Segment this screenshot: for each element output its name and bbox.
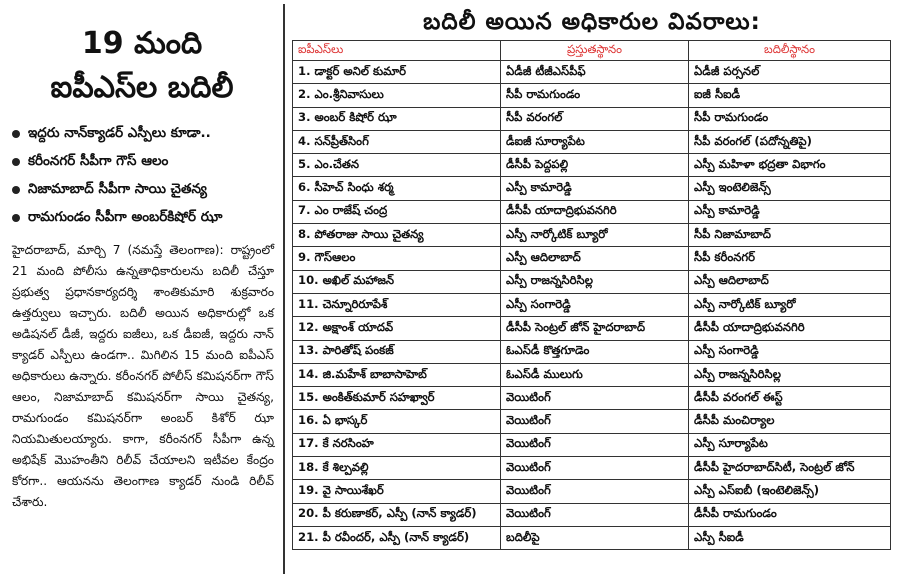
officer-name-cell: 16. ఏ భాస్కర్‌ xyxy=(293,410,501,433)
officer-name-cell: 15. అంకిత్‌కుమార్‌ సహఖ్వార్‌ xyxy=(293,387,501,410)
officer-name-cell: 13. పారితోష్‌ పంకజ్‌ xyxy=(293,340,501,363)
headline-line-2: ఐపీఎస్‌ల బదిలీ xyxy=(50,70,234,105)
officer-name-cell: 2. ఎం.శ్రీనివాసులు xyxy=(293,84,501,107)
article-body: హైదరాబాద్‌, మార్చి 7 (నమస్తే తెలంగాణ): రాష్ట్రంలో 21 మంది పోలీసు ఉన్నతాధికారులను బదిలీ చేస్తూ ప్రభుత్వ ప్రధానకార్యదర్శి శాంతికుమారి శుక్రవారం ఉత్తర్వులు ఇచ్చారు. బదిలీ అయిన అధికారుల్లో ఒక అడిషనల్‌ డీజీ, ఇద్దరు ఐజీలు, ఒక డీఐజీ, ఇద్దరు నాన్‌ క్యాడర్‌ ఎస్పీలు ఉండగా.. మిగిలిన 15 మంది ఐపీఎస్‌ అధికారులు ఉన్నారు. కరీంనగర్‌ పోలీస్‌ కమిషనర్‌గా గౌస్‌ ఆలం, నిజామాబాద్‌ కమిషనర్‌గా సాయి చైతన్య, రామగుండం కమిషనర్‌గా అంబర్‌ కిశోర్‌ ఝా నియమితులయ్యారు. కాగా, కరీంనగర్‌ సీపీగా ఉన్న అభిషేక్‌ మొహంతీని రిలీవ్‌ చేయాలని ఇటీవల కేంద్రం కోరగా.. ఆయనను తెలంగాణ క్యాడర్‌ నుండి రిలీవ్‌ చేశారు. xyxy=(12,243,274,509)
table-row xyxy=(293,363,891,386)
current-post-cell: ఎస్పీ నార్కోటిక్‌ బ్యూరో xyxy=(501,224,689,247)
current-post-cell: ఓఎస్‌డీ కొత్తగూడెం xyxy=(501,340,689,363)
bullet-item xyxy=(6,120,278,148)
current-post-cell: వెయిటింగ్‌ xyxy=(501,433,689,456)
new-post-cell: డీసీపీ యాదాద్రిభువనగిరి xyxy=(689,317,891,340)
bullet-text: ఇద్దరు నాన్‌క్యాడర్‌ ఎస్పీలు కూడా.. xyxy=(28,124,211,141)
table-row xyxy=(293,457,891,480)
current-post-cell: డీఐజీ సూర్యాపేట xyxy=(501,130,689,153)
new-post-cell: ఐజీ సీఐడీ xyxy=(689,84,891,107)
officer-name-cell: 12. అక్షాంశ్‌ యాదవ్‌ xyxy=(293,317,501,340)
current-post-cell: వెయిటింగ్‌ xyxy=(501,457,689,480)
column-divider xyxy=(283,4,285,574)
transfer-table xyxy=(292,40,891,550)
new-post-cell: డీసీపీ వరంగల్‌ ఈస్ట్‌ xyxy=(689,387,891,410)
bullet-list xyxy=(6,120,278,232)
current-post-cell: సీపీ రామగుండం xyxy=(501,84,689,107)
new-post-cell: ఎస్పీ మహిళా భద్రతా విభాగం xyxy=(689,154,891,177)
table-row xyxy=(293,480,891,503)
table-row xyxy=(293,61,891,84)
table-header-row xyxy=(293,41,891,61)
table-row xyxy=(293,433,891,456)
officer-name-cell: 21. పీ రవీందర్‌, ఎస్పీ (నాన్‌ క్యాడర్‌) xyxy=(293,526,501,549)
bullet-text: కరీంనగర్‌ సీపీగా గౌస్‌ ఆలం xyxy=(28,152,169,169)
current-post-cell: వెయిటింగ్‌ xyxy=(501,410,689,433)
headline-line-1: 19 మంది xyxy=(81,26,203,61)
article-left-column xyxy=(6,4,278,572)
bullet-text: నిజామాబాద్‌ సీపీగా సాయి చైతన్య xyxy=(28,180,207,197)
new-post-cell: ఎస్పీ రాజన్నసిరిసిల్ల xyxy=(689,363,891,386)
table-row xyxy=(293,130,891,153)
bullet-item xyxy=(6,176,278,204)
current-post-cell: ఓఎస్‌డీ ములుగు xyxy=(501,363,689,386)
table-body xyxy=(293,61,891,550)
officer-name-cell: 10. అఖిల్‌ మహాజన్‌ xyxy=(293,270,501,293)
bullet-dot-icon xyxy=(12,214,20,222)
new-post-cell: ఎస్పీ కామారెడ్డి xyxy=(689,200,891,223)
officer-name-cell: 14. జి.మహేశ్‌ బాబాసాహెబ్‌ xyxy=(293,363,501,386)
current-post-cell: బదిలీపై xyxy=(501,526,689,549)
new-post-cell: డీసీపీ రామగుండం xyxy=(689,503,891,526)
officer-name-cell: 9. గౌస్‌ఆలం xyxy=(293,247,501,270)
new-post-cell: సీపీ రామగుండం xyxy=(689,107,891,130)
header-current-post: ప్రస్తుతస్థానం xyxy=(501,41,689,61)
current-post-cell: వెయిటింగ్‌ xyxy=(501,387,689,410)
new-post-cell: ఏడీజీ పర్సనల్‌ xyxy=(689,61,891,84)
new-post-cell: సీపీ నిజామాబాద్‌ xyxy=(689,224,891,247)
officer-name-cell: 3. అంబర్‌ కిషోర్‌ ఝా xyxy=(293,107,501,130)
table-row xyxy=(293,340,891,363)
bullet-text: రామగుండం సీపీగా అంబర్‌కిషోర్‌ ఝా xyxy=(28,208,223,225)
officer-name-cell: 18. కే శిల్పవల్లి xyxy=(293,457,501,480)
new-post-cell: ఎస్పీ సూర్యాపేట xyxy=(689,433,891,456)
table-row xyxy=(293,154,891,177)
new-post-cell: ఎస్పీ ఇంటెలిజెన్స్‌ xyxy=(689,177,891,200)
current-post-cell: ఎస్పీ ఆదిలాబాద్‌ xyxy=(501,247,689,270)
header-new-post: బదిలీస్థానం xyxy=(689,41,891,61)
officer-name-cell: 19. వై సాయిశేఖర్‌ xyxy=(293,480,501,503)
current-post-cell: డీసీపీ యాదాద్రిభువనగిరి xyxy=(501,200,689,223)
officer-name-cell: 7. ఎం రాజేష్‌ చంద్ర xyxy=(293,200,501,223)
officer-name-cell: 11. చెన్నూరిరూపేశ్‌ xyxy=(293,293,501,316)
current-post-cell: ఎస్పీ రాజన్నసిరిసిల్ల xyxy=(501,270,689,293)
bullet-dot-icon xyxy=(12,158,20,166)
table-row xyxy=(293,387,891,410)
current-post-cell: వెయిటింగ్‌ xyxy=(501,503,689,526)
new-post-cell: ఎస్పీ ఎస్‌ఐబీ (ఇంటెలిజెన్స్‌) xyxy=(689,480,891,503)
new-post-cell: ఎస్పీ ఆదిలాబాద్‌ xyxy=(689,270,891,293)
headline xyxy=(6,22,278,110)
table-row xyxy=(293,200,891,223)
new-post-cell: ఎస్పీ సంగారెడ్డి xyxy=(689,340,891,363)
header-officer: ఐపీఎస్‌లు xyxy=(293,41,501,61)
bullet-dot-icon xyxy=(12,186,20,194)
officer-name-cell: 17. కే నరసింహ xyxy=(293,433,501,456)
officer-name-cell: 6. సీహెచ్‌ సింధు శర్మ xyxy=(293,177,501,200)
table-row xyxy=(293,84,891,107)
new-post-cell: డీసీపీ మంచిర్యాల xyxy=(689,410,891,433)
table-row xyxy=(293,410,891,433)
new-post-cell: ఎస్పీ నార్కోటిక్‌ బ్యూరో xyxy=(689,293,891,316)
transfer-table-section xyxy=(292,4,892,574)
new-post-cell: సీపీ వరంగల్‌ (పదోన్నతిపై) xyxy=(689,130,891,153)
table-row xyxy=(293,224,891,247)
current-post-cell: సీపీ వరంగల్‌ xyxy=(501,107,689,130)
officer-name-cell: 5. ఎం.చేతన xyxy=(293,154,501,177)
new-post-cell: డీసీపీ హైదరాబాద్‌సిటీ, సెంట్రల్‌ జోన్‌ xyxy=(689,457,891,480)
table-row xyxy=(293,247,891,270)
bullet-dot-icon xyxy=(12,130,20,138)
table-row xyxy=(293,177,891,200)
officer-name-cell: 4. సన్‌ప్రీత్‌సింగ్‌ xyxy=(293,130,501,153)
new-post-cell: సీపీ కరీంనగర్‌ xyxy=(689,247,891,270)
bullet-item xyxy=(6,204,278,232)
officer-name-cell: 8. పోతరాజు సాయి చైతన్య xyxy=(293,224,501,247)
table-row xyxy=(293,526,891,549)
table-row xyxy=(293,293,891,316)
new-post-cell: ఎస్పీ సీఐడీ xyxy=(689,526,891,549)
bullet-item xyxy=(6,148,278,176)
current-post-cell: ఏడీజీ టీజీఎస్‌పీఫ్‌ xyxy=(501,61,689,84)
table-title: బదిలీ అయిన అధికారుల వివరాలు: xyxy=(423,9,761,35)
table-row xyxy=(293,503,891,526)
table-row xyxy=(293,270,891,293)
current-post-cell: ఎస్పీ కామారెడ్డి xyxy=(501,177,689,200)
current-post-cell: డీసీపీ సెంట్రల్‌ జోన్‌ హైదరాబాద్‌ xyxy=(501,317,689,340)
current-post-cell: వెయిటింగ్‌ xyxy=(501,480,689,503)
table-row xyxy=(293,107,891,130)
current-post-cell: డీసీపీ పెద్దపల్లి xyxy=(501,154,689,177)
officer-name-cell: 20. పీ కరుణాకర్‌, ఎస్పీ (నాన్‌ క్యాడర్‌) xyxy=(293,503,501,526)
table-row xyxy=(293,317,891,340)
officer-name-cell: 1. డాక్టర్‌ అనిల్‌ కుమార్‌ xyxy=(293,61,501,84)
current-post-cell: ఎస్పీ సంగారెడ్డి xyxy=(501,293,689,316)
